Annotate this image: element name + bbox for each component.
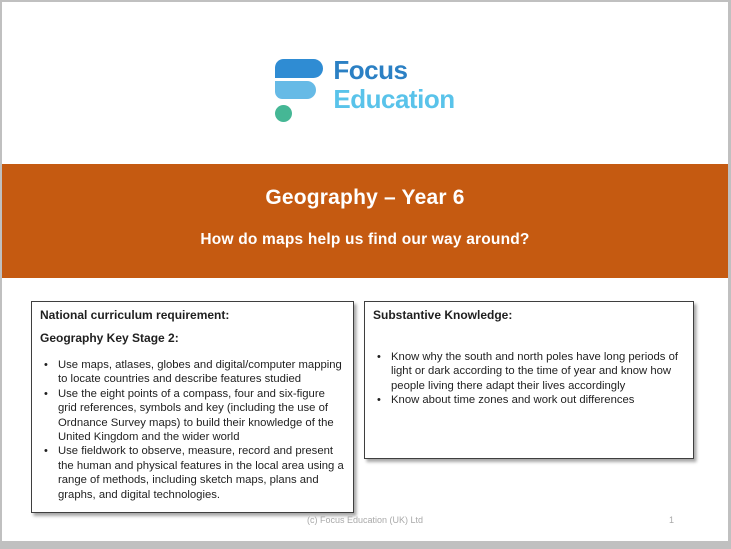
slide-page <box>2 2 728 541</box>
logo-green-dot-shape <box>275 105 292 122</box>
list-item: • Know why the south and north poles have long periods of light or dark according to the time of year and know how people living there adapt their lives accordingly <box>376 350 685 393</box>
list-item: • Use the eight points of a compass, four and six-figure grid references, symbols and key (including the use of Ordnance Survey maps) to build their knowledge of the United Kingdom and the wider world <box>43 387 345 445</box>
key-stage-heading: Geography Key Stage 2: <box>40 331 179 345</box>
title-banner <box>2 164 728 278</box>
national-curriculum-box <box>31 301 354 513</box>
substantive-knowledge-box <box>364 301 694 459</box>
logo-word-education: Education <box>333 84 455 114</box>
substantive-knowledge-heading: Substantive Knowledge: <box>373 308 513 322</box>
list-item: • Know about time zones and work out differences <box>376 393 685 407</box>
logo-middle-bar-shape <box>275 81 316 99</box>
substantive-knowledge-list <box>373 350 685 408</box>
logo-word-focus: Focus <box>333 55 408 85</box>
page-number: 1 <box>668 515 674 525</box>
logo-top-bar-shape <box>275 59 323 78</box>
page-subtitle: How do maps help us find our way around? <box>200 231 530 248</box>
list-item: • Use maps, atlases, globes and digital/computer mapping to locate countries and describe features studied <box>43 358 345 387</box>
national-curriculum-heading: National curriculum requirement: <box>40 308 230 322</box>
logo-wordmark <box>333 56 454 114</box>
focus-education-logo <box>2 56 728 122</box>
national-curriculum-list <box>40 358 345 502</box>
copyright-text: (c) Focus Education (UK) Ltd <box>306 515 424 525</box>
page-title: Geography – Year 6 <box>265 186 465 209</box>
list-item: • Use fieldwork to observe, measure, record and present the human and physical features in the local area using a range of methods, including sketch maps, plans and graphs, and digital technologies. <box>43 444 345 502</box>
focus-education-logo-icon <box>275 59 323 122</box>
